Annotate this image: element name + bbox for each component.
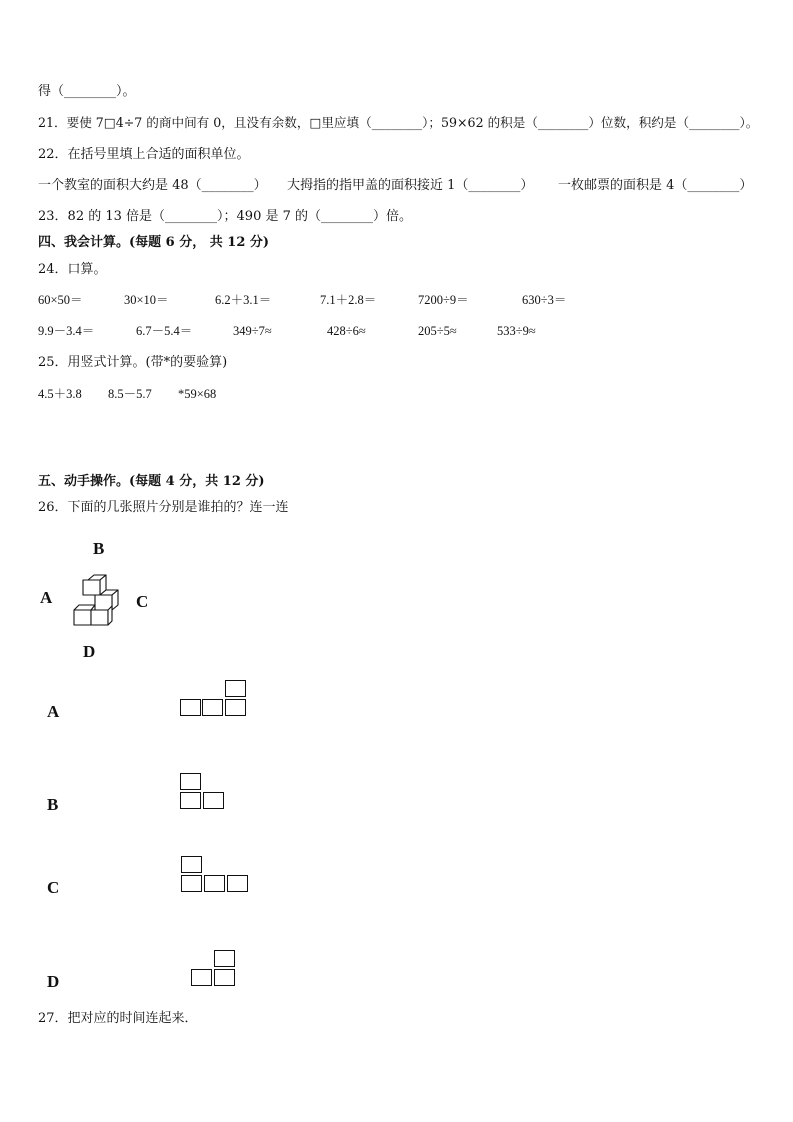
grid-cell — [203, 792, 224, 809]
viewpoint-label-right: C — [136, 592, 149, 611]
photo-label-b: B — [47, 795, 59, 814]
oral-item: 630÷3＝ — [522, 293, 567, 307]
viewpoint-label-left: A — [40, 588, 53, 607]
oral-item: 30×10＝ — [124, 293, 169, 307]
grid-cell — [180, 699, 201, 716]
oral-item: 349÷7≈ — [233, 324, 272, 338]
question-22-item-2: 大拇指的指甲盖的面积接近 1（________） — [287, 178, 534, 193]
section-5-heading: 五、动手操作。(每题 4 分，共 12 分) — [38, 474, 265, 489]
grid-cell — [180, 773, 201, 790]
view-grid-d — [191, 950, 239, 988]
oral-item: 7.1＋2.8＝ — [320, 293, 377, 307]
line-20-tail: 得（________）。 — [38, 84, 136, 99]
question-24: 24．口算。 — [38, 262, 107, 277]
vertical-item: *59×68 — [178, 387, 217, 401]
grid-cell — [225, 699, 246, 716]
question-26: 26．下面的几张照片分别是谁拍的？连一连 — [38, 500, 289, 515]
vertical-item: 4.5＋3.8 — [38, 387, 82, 401]
grid-cell — [181, 856, 202, 873]
viewpoint-label-top: B — [93, 539, 105, 558]
oral-item: 9.9－3.4＝ — [38, 324, 95, 338]
grid-cell — [191, 969, 212, 986]
oral-item: 60×50＝ — [38, 293, 83, 307]
question-22-item-1: 一个教室的面积大约是 48（________） — [38, 178, 267, 193]
oral-item: 7200÷9＝ — [418, 293, 469, 307]
grid-cell — [227, 875, 248, 892]
section-4-heading: 四、我会计算。(每题 6 分， 共 12 分) — [38, 235, 270, 250]
question-22-item-3: 一枚邮票的面积是 4（________） — [558, 178, 753, 193]
cube-arrangement-figure — [70, 573, 122, 627]
question-21: 21．要使 7□4÷7 的商中间有 0，且没有余数，□里应填（________）；59×62 的积是（________）位数，积约是（________）。 — [38, 115, 759, 130]
grid-cell — [204, 875, 225, 892]
question-27: 27．把对应的时间连起来． — [38, 1011, 198, 1026]
vertical-item: 8.5－5.7 — [108, 387, 152, 401]
oral-item: 6.2＋3.1＝ — [215, 293, 272, 307]
view-grid-c — [181, 856, 251, 894]
oral-item: 428÷6≈ — [327, 324, 366, 338]
question-25: 25．用竖式计算。(带*的要验算) — [38, 355, 228, 370]
grid-cell — [202, 699, 223, 716]
oral-item: 533÷9≈ — [497, 324, 536, 338]
grid-cell — [225, 680, 246, 697]
grid-cell — [180, 792, 201, 809]
oral-item: 205÷5≈ — [418, 324, 457, 338]
question-22: 22．在括号里填上合适的面积单位。 — [38, 147, 250, 162]
grid-cell — [214, 969, 235, 986]
grid-cell — [181, 875, 202, 892]
view-grid-a — [180, 680, 250, 718]
viewpoint-label-bottom: D — [83, 642, 96, 661]
photo-label-d: D — [47, 972, 60, 991]
grid-cell — [214, 950, 235, 967]
question-23: 23．82 的 13 倍是（________）；490 是 7 的（________）倍。 — [38, 209, 413, 224]
view-grid-b — [180, 773, 228, 811]
photo-label-a: A — [47, 702, 60, 721]
oral-item: 6.7－5.4＝ — [136, 324, 193, 338]
photo-label-c: C — [47, 878, 60, 897]
